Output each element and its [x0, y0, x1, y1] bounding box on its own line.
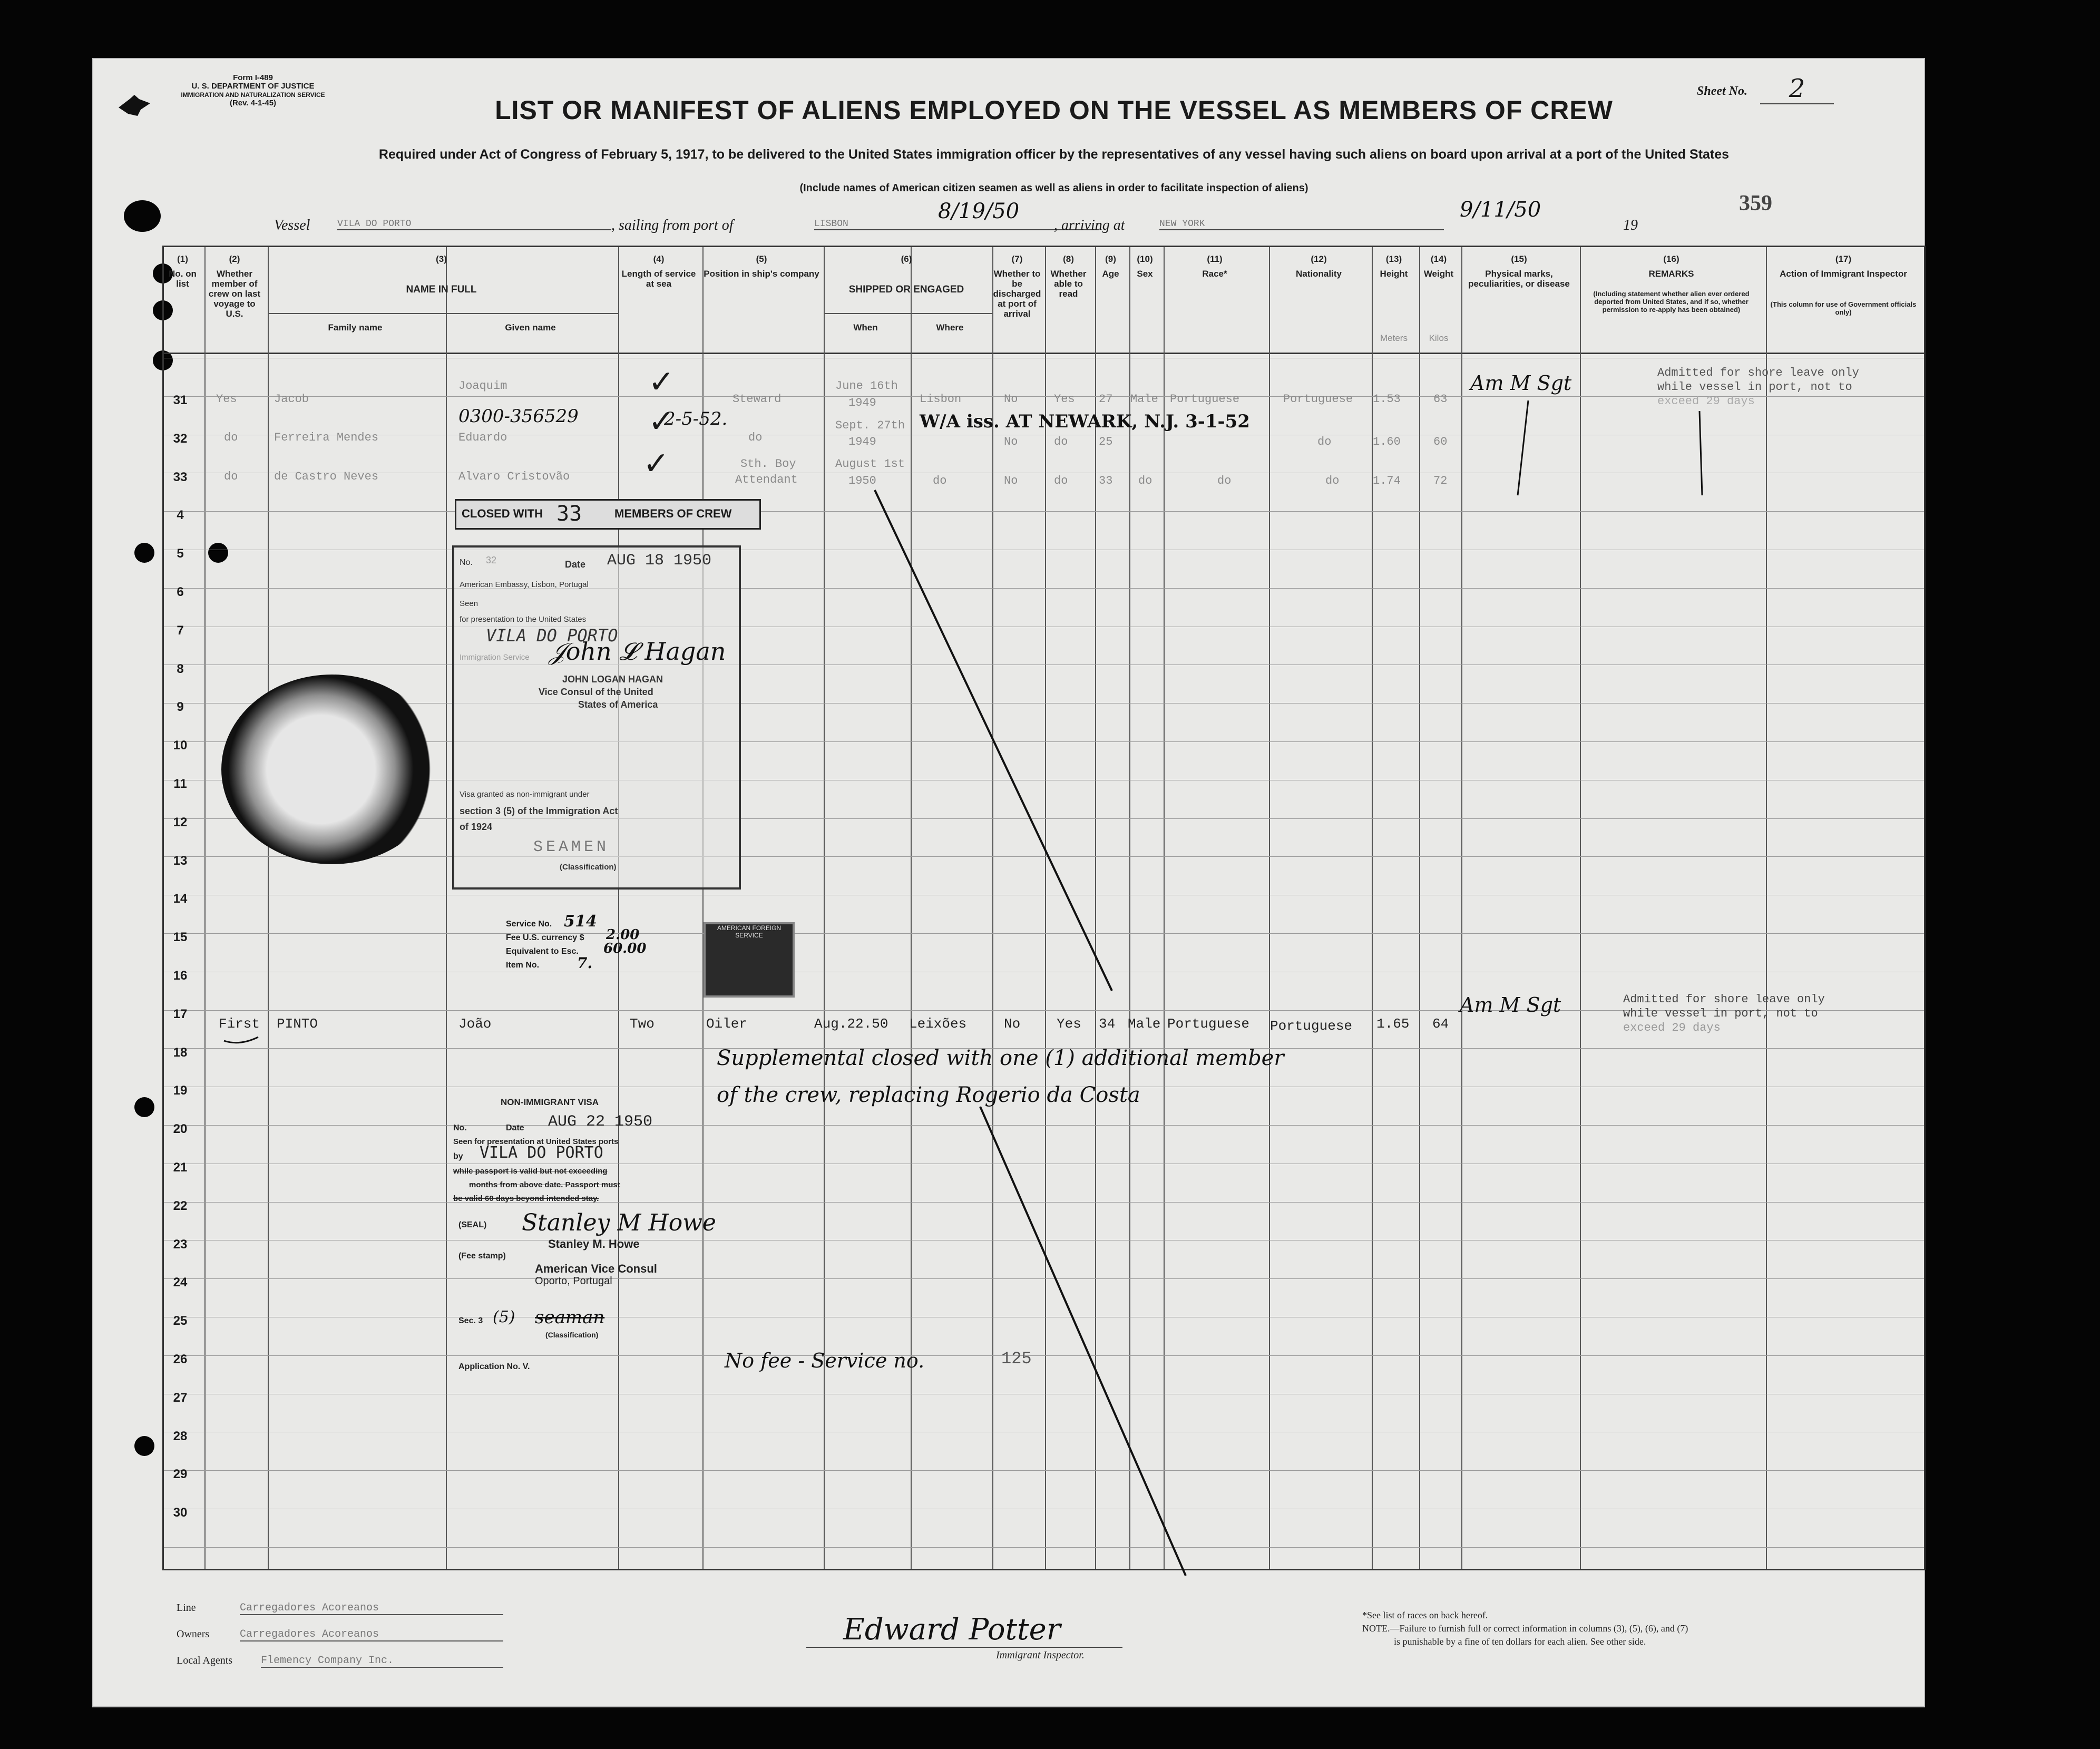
column-number: (2) [229, 254, 240, 264]
row-number: 30 [173, 1506, 188, 1520]
fee-item-value: 7. [577, 954, 593, 972]
row-number: 33 [173, 470, 188, 484]
department: U. S. DEPARTMENT OF JUSTICE [191, 82, 315, 91]
supplemental-note-line1: Supplemental closed with one (1) additional member [717, 1046, 1284, 1070]
r17-remarks-3: exceed 29 days [1623, 1021, 1721, 1034]
arrival-port: NEW YORK [1159, 219, 1444, 230]
service: IMMIGRATION AND NATURALIZATION SERVICE [181, 91, 325, 99]
port-name: LISBON [814, 219, 1099, 230]
column-header-note: (This column for use of Government officials only) [1770, 300, 1917, 316]
visa2-struck: be valid 60 days beyond intended stay. [453, 1194, 599, 1203]
r33-read: do [1054, 474, 1068, 487]
column-header: SHIPPED OR ENGAGED [848, 284, 964, 295]
visa2-class-label: (Classification) [545, 1331, 599, 1339]
row-number: 16 [173, 969, 188, 983]
height-unit: Meters [1380, 333, 1408, 343]
row-number: 18 [173, 1045, 188, 1060]
fee-equiv-label: Equivalent to Esc. [506, 947, 579, 956]
pen-stroke [224, 1037, 258, 1043]
r31-remarks-2: while vessel in port, not to [1657, 380, 1852, 394]
visa2-sec-value: (5) [493, 1308, 515, 1326]
r17-read: Yes [1057, 1016, 1081, 1032]
inspector-signature: Edward Potter [843, 1613, 1061, 1647]
inspector-label: Immigrant Inspector. [996, 1649, 1085, 1661]
sailing-label: , sailing from port of [611, 217, 734, 233]
visa2-by-label: by [453, 1152, 463, 1161]
r32-when-2: 1949 [848, 435, 876, 448]
r17-when: Aug.22.50 [814, 1016, 888, 1032]
r33-when-1: August 1st [835, 457, 905, 471]
column-header: Position in ship's company [704, 269, 819, 279]
visa1-no-label: No. [460, 558, 473, 567]
r17-initials: Am M Sgt [1460, 993, 1561, 1017]
row-number: 20 [173, 1122, 188, 1137]
visa2-no-label: No. [453, 1123, 467, 1132]
r31-position: Steward [732, 393, 782, 406]
visa1-law: Visa granted as non-immigrant under [460, 790, 590, 799]
row-number: 9 [177, 700, 184, 715]
row-number: 23 [173, 1237, 188, 1252]
r32-nationality: do [1317, 435, 1332, 448]
r31-read: Yes [1054, 393, 1075, 406]
closed-suffix: MEMBERS OF CREW [614, 507, 732, 520]
r33-nationality: do [1325, 474, 1340, 487]
r31-height: 1.53 [1373, 393, 1401, 406]
column-number: (7) [1011, 254, 1023, 264]
stamp-number: 359 [1739, 191, 1772, 216]
r17-nationality: Portuguese [1270, 1018, 1353, 1034]
r17-last-voyage: First [219, 1016, 260, 1032]
column-number: (11) [1207, 254, 1223, 264]
handwritten-warrant-date: 2-5-52. [664, 408, 728, 429]
r31-discharged: No [1004, 393, 1018, 406]
arrival-date: 9/11/50 [1460, 198, 1541, 222]
r33-family-name: de Castro Neves [274, 470, 379, 483]
r32-last-voyage: do [224, 431, 238, 444]
revision: (Rev. 4-1-45) [229, 99, 277, 108]
row-number: 13 [173, 853, 188, 868]
column-header: REMARKS [1648, 269, 1694, 279]
row-number: 5 [177, 546, 184, 561]
weight-unit: Kilos [1429, 333, 1449, 343]
column-header: Whether to be discharged at port of arrival [993, 269, 1041, 319]
r17-remarks-2: while vessel in port, not to [1623, 1007, 1818, 1020]
handwritten-id-number: 0300-356529 [458, 406, 579, 427]
sheet-number: 2 [1760, 74, 1834, 104]
r17-race: Portuguese [1167, 1016, 1250, 1032]
page-title: LIST OR MANIFEST OF ALIENS EMPLOYED ON THE VESSEL AS MEMBERS OF CREW [495, 95, 1613, 125]
column-header: Age [1102, 269, 1119, 279]
column-number: (5) [756, 254, 767, 264]
column-header: Weight [1423, 269, 1454, 279]
r32-height: 1.60 [1373, 435, 1401, 448]
pen-stroke [980, 1107, 1186, 1576]
r31-family-name: Jacob [274, 393, 309, 406]
visa2-struck: months from above date. Passport must [469, 1180, 620, 1189]
r32-family-name: Ferreira Mendes [274, 431, 379, 444]
fee-item-label: Item No. [506, 961, 540, 970]
r17-where: Leixões [909, 1016, 967, 1032]
footer-line-label: Line [177, 1602, 196, 1614]
visa2-fee-stamp-label: (Fee stamp) [458, 1252, 506, 1261]
visa1-classification-label: (Classification) [560, 863, 617, 872]
r17-weight: 64 [1432, 1016, 1449, 1032]
column-number: (4) [653, 254, 665, 264]
column-header: Nationality [1296, 269, 1342, 279]
handwritten-initials: Am M Sgt [1470, 372, 1572, 395]
row-number: 28 [173, 1429, 188, 1443]
visa1-no: 32 [486, 555, 497, 565]
visa1-classification: SEAMEN [533, 838, 610, 856]
column-header: Physical marks, peculiarities, or disease [1468, 269, 1570, 289]
row-number: 15 [173, 930, 188, 945]
r32-position: do [748, 431, 763, 444]
r17-sex: Male [1128, 1016, 1161, 1032]
column-header: Height [1380, 269, 1408, 279]
r33-age: 33 [1099, 474, 1113, 487]
row-number: 14 [173, 892, 188, 906]
footer-owners-label: Owners [177, 1628, 210, 1640]
r32-discharged: No [1004, 435, 1018, 448]
row-number: 7 [177, 623, 184, 638]
footer-owners-value: Carregadores Acoreanos [240, 1628, 503, 1641]
r31-age: 27 [1099, 393, 1113, 406]
row-number: 17 [173, 1007, 188, 1021]
visa2-seal-label: (SEAL) [458, 1220, 487, 1229]
row-number: 24 [173, 1275, 188, 1290]
column-number: (1) [177, 254, 188, 264]
fee-equiv-value: 60.00 [603, 941, 647, 956]
r31-given-name: Joaquim [458, 379, 507, 393]
visa2-officer-title: American Vice Consul [535, 1262, 657, 1275]
row-number: 26 [173, 1352, 188, 1366]
row-number: 4 [177, 508, 184, 523]
r33-when-2: 1950 [848, 474, 876, 487]
form-subtitle: Required under Act of Congress of February 5, 1917, to be delivered to the United States immigration officer by the representatives of any vessel having such aliens on board upon arrival at a port of the United States [378, 147, 1730, 162]
r33-position-1: Sth. Boy [740, 457, 796, 471]
r32-given-name: Eduardo [458, 431, 507, 444]
visa1-law: section 3 (5) of the Immigration Act [460, 806, 618, 816]
r31-when-2: 1949 [848, 396, 876, 409]
visa2-place: Oporto, Portugal [535, 1275, 612, 1287]
r17-family-name: PINTO [277, 1016, 318, 1032]
r17-length: Two [630, 1016, 655, 1032]
r31-weight: 63 [1433, 393, 1448, 406]
footer-agents-label: Local Agents [177, 1655, 233, 1666]
arriving-label: , arriving at [1054, 217, 1125, 233]
visa1-law: of 1924 [460, 822, 493, 832]
r17-given-name: João [458, 1016, 492, 1032]
fee-usd-value: 2.00 [606, 927, 640, 943]
visa2-struck: while passport is valid but not exceeding [453, 1167, 608, 1176]
column-number: (12) [1311, 254, 1327, 264]
column-number: (3) [436, 254, 447, 264]
column-number: (8) [1063, 254, 1074, 264]
handwritten-warrant-note: W/A iss. AT NEWARK, N.J. 3-1-52 [920, 411, 1250, 432]
fee-usd-label: Fee U.S. currency $ [506, 933, 584, 942]
r33-weight: 72 [1433, 474, 1448, 487]
visa1-date-label: Date [565, 559, 586, 570]
row-number: 22 [173, 1198, 188, 1213]
supplemental-note-line2: of the crew, replacing Rogerio da Costa [717, 1083, 1140, 1107]
visa2-date-label: Date [506, 1123, 524, 1132]
penalty-note-2: is punishable by a fine of ten dollars for each alien. See other side. [1394, 1636, 1646, 1647]
row-number: 11 [173, 777, 187, 791]
column-header: Length of service at sea [621, 269, 696, 289]
r33-position-2: Attendant [735, 473, 798, 486]
column-subheader: Family name [328, 323, 383, 333]
visa1-officer-title2: States of America [578, 699, 658, 710]
column-header: No. on list [169, 269, 197, 289]
pen-stroke [875, 490, 1112, 991]
visa1-line: American Embassy, Lisbon, Portugal [460, 580, 589, 589]
r17-discharged: No [1004, 1016, 1021, 1032]
closed-prefix: CLOSED WITH [462, 507, 543, 520]
no-fee-note: No fee - Service no. [725, 1349, 925, 1372]
visa1-line: Seen [460, 599, 478, 608]
column-subheader: Given name [505, 323, 556, 333]
column-number: (14) [1430, 254, 1447, 264]
column-header: NAME IN FULL [406, 284, 477, 295]
pen-stroke [1518, 400, 1528, 495]
visa2-officer-name: Stanley M. Howe [548, 1237, 640, 1250]
visa1-date: AUG 18 1950 [607, 552, 712, 570]
visa2-seen: Seen for presentation at United States ports [453, 1137, 619, 1146]
r33-sex: do [1138, 474, 1152, 487]
vessel-label: Vessel [274, 217, 310, 233]
r17-remarks-1: Admitted for shore leave only [1623, 993, 1825, 1006]
vessel-name: VILA DO PORTO [337, 219, 611, 230]
row-number: 19 [173, 1083, 188, 1098]
visa1-line: Immigration Service [460, 653, 530, 662]
column-header: Sex [1137, 269, 1153, 279]
column-number: (10) [1137, 254, 1153, 264]
column-header: Whether member of crew on last voyage to U.S. [208, 269, 261, 319]
form-note: (Include names of American citizen seamen as well as aliens in order to facilitate inspection of aliens) [799, 182, 1308, 194]
race-note: *See list of races on back hereof. [1362, 1610, 1488, 1620]
row-number: 25 [173, 1314, 188, 1328]
sail-date: 8/19/50 [938, 199, 1020, 223]
column-number: (15) [1511, 254, 1527, 264]
visa2-header: NON-IMMIGRANT VISA [501, 1097, 599, 1107]
revenue-stamp-icon: AMERICAN FOREIGN SERVICE [704, 922, 795, 998]
row-number: 27 [173, 1390, 188, 1405]
r32-weight: 60 [1433, 435, 1448, 448]
r32-age: 25 [1099, 435, 1113, 448]
r31-remarks-3: exceed 29 days [1657, 395, 1755, 408]
sheet-label: Sheet No. [1697, 84, 1747, 98]
column-header: Race* [1202, 269, 1227, 279]
penalty-note-1: NOTE.—Failure to furnish full or correct information in columns (3), (5), (6), and (7) [1362, 1623, 1688, 1634]
r17-height: 1.65 [1376, 1016, 1410, 1032]
row-number: 31 [173, 393, 188, 407]
pen-stroke [1699, 411, 1702, 495]
visa2-app-label: Application No. V. [458, 1362, 530, 1371]
r31-last-voyage: Yes [216, 393, 237, 406]
visa2-class-value: seaman [535, 1307, 605, 1328]
row-number: 6 [177, 585, 184, 599]
visa2-signature: Stanley M Howe [522, 1209, 716, 1236]
row-number: 21 [173, 1160, 188, 1175]
r32-when-1: Sept. 27th [835, 419, 905, 432]
r33-last-voyage: do [224, 470, 238, 483]
visa2-sec-label: Sec. 3 [458, 1316, 483, 1325]
row-number: 29 [173, 1467, 188, 1482]
visa2-vessel: VILA DO PORTO [480, 1144, 603, 1162]
column-number: (17) [1835, 254, 1852, 264]
inspector-signature-line [806, 1647, 1122, 1648]
checkmark-icon: ✓ [648, 403, 675, 440]
r33-discharged: No [1004, 474, 1018, 487]
row-number: 32 [173, 431, 188, 446]
form-number: Form I-489 [233, 73, 273, 82]
r17-age: 34 [1099, 1016, 1116, 1032]
checkmark-icon: ✓ [648, 364, 675, 400]
column-number: (6) [901, 254, 912, 264]
r31-where: Lisbon [920, 393, 962, 406]
r31-sex: Male [1130, 393, 1158, 406]
footer-agents-value: Flemency Company Inc. [261, 1655, 503, 1668]
column-header-note: (Including statement whether alien ever ordered deported from United States, and if so, whether permission to re-apply has been obtained) [1593, 290, 1750, 314]
column-subheader: Where [936, 323, 964, 333]
r32-read: do [1054, 435, 1068, 448]
r33-race: do [1217, 474, 1232, 487]
no-fee-service-number: 125 [1001, 1349, 1032, 1369]
row-number: 12 [173, 815, 188, 829]
r31-when-1: June 16th [835, 379, 898, 393]
closed-count: 33 [556, 502, 582, 526]
r31-remarks-1: Admitted for shore leave only [1657, 366, 1859, 379]
fee-service-label: Service No. [506, 920, 552, 929]
visa1-line: for presentation to the United States [460, 615, 587, 624]
r33-where: do [933, 474, 947, 487]
footer-line-value: Carregadores Acoreanos [240, 1602, 503, 1615]
r31-nationality: Portuguese [1283, 393, 1353, 406]
row-number: 8 [177, 661, 184, 676]
column-number: (13) [1385, 254, 1402, 264]
visa2-date: AUG 22 1950 [548, 1113, 653, 1131]
visa1-vessel: VILA DO PORTO [486, 626, 618, 646]
column-number: (9) [1105, 254, 1116, 264]
r33-height: 1.74 [1373, 474, 1401, 487]
row-number: 10 [173, 738, 188, 753]
column-header: Action of Immigrant Inspector [1780, 269, 1907, 279]
fee-service-value: 514 [564, 912, 597, 931]
r31-race: Portuguese [1170, 393, 1240, 406]
visa1-signature: 𝒥ohn 𝓛 Hagan [549, 637, 726, 666]
column-header: Whether able to read [1050, 269, 1087, 299]
visa1-officer-title: Vice Consul of the United [539, 687, 653, 697]
checkmark-icon: ✓ [643, 445, 670, 482]
year-label: 19 [1623, 217, 1638, 233]
visa1-officer-name: JOHN LOGAN HAGAN [562, 674, 663, 685]
column-subheader: When [853, 323, 878, 333]
column-number: (16) [1663, 254, 1679, 264]
r17-position: Oiler [706, 1016, 748, 1032]
r33-given-name: Alvaro Cristovão [458, 470, 570, 483]
